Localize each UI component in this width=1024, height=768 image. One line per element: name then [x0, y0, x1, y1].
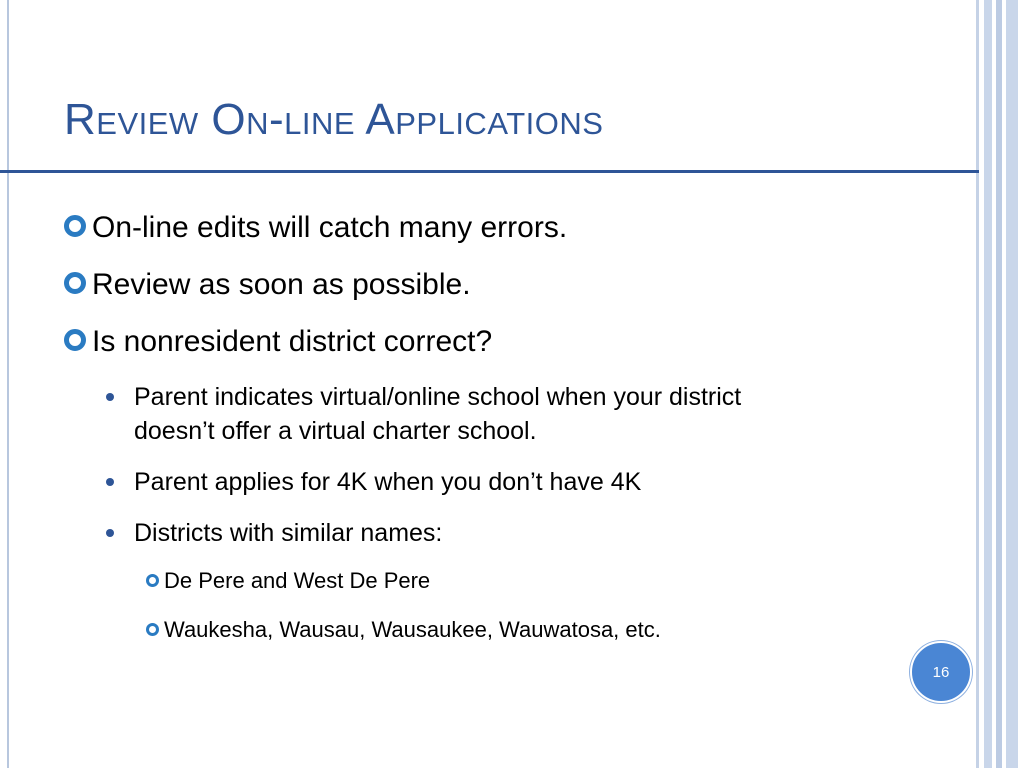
dot-bullet-icon — [106, 478, 114, 486]
left-border-line — [7, 0, 9, 768]
right-stripe — [996, 0, 1002, 768]
sub-sub-bullet-text: De Pere and West De Pere — [164, 568, 431, 593]
sub-bullet-text: Districts with similar names: — [134, 519, 443, 547]
sub-sub-bullet-item — [146, 617, 661, 643]
page-number-badge: 16 — [910, 641, 972, 703]
small-ring-bullet-icon — [146, 623, 159, 636]
right-stripe — [976, 0, 979, 768]
ring-bullet-icon — [64, 272, 86, 294]
dot-bullet-icon — [106, 393, 114, 401]
sub-bullet-item — [106, 380, 814, 449]
ring-bullet-icon — [64, 215, 86, 237]
sub-sub-bullet-text: Waukesha, Wausau, Wausaukee, Wauwatosa, etc. — [164, 617, 661, 642]
dot-bullet-icon — [106, 529, 114, 537]
sub-bullet-item — [106, 465, 814, 499]
small-ring-bullet-icon — [146, 574, 159, 587]
bullet-text: Is nonresident district correct? — [92, 325, 493, 358]
sub-bullet-text: Parent applies for 4K when you don’t have 4K — [134, 468, 642, 496]
right-stripe — [984, 0, 992, 768]
slide-title: Review On-line Applications — [64, 95, 604, 144]
bullet-text: On-line edits will catch many errors. — [92, 211, 568, 244]
title-divider — [0, 170, 979, 173]
sub-bullet-item — [106, 516, 814, 550]
bullet-item — [64, 211, 567, 245]
bullet-item — [64, 325, 492, 359]
bullet-item — [64, 268, 471, 302]
sub-bullet-text: Parent indicates virtual/online school when your district doesn’t offer a virtual charter school. — [134, 383, 742, 446]
ring-bullet-icon — [64, 329, 86, 351]
bullet-text: Review as soon as possible. — [92, 268, 471, 301]
sub-sub-bullet-item — [146, 568, 430, 594]
right-stripe — [1006, 0, 1018, 768]
